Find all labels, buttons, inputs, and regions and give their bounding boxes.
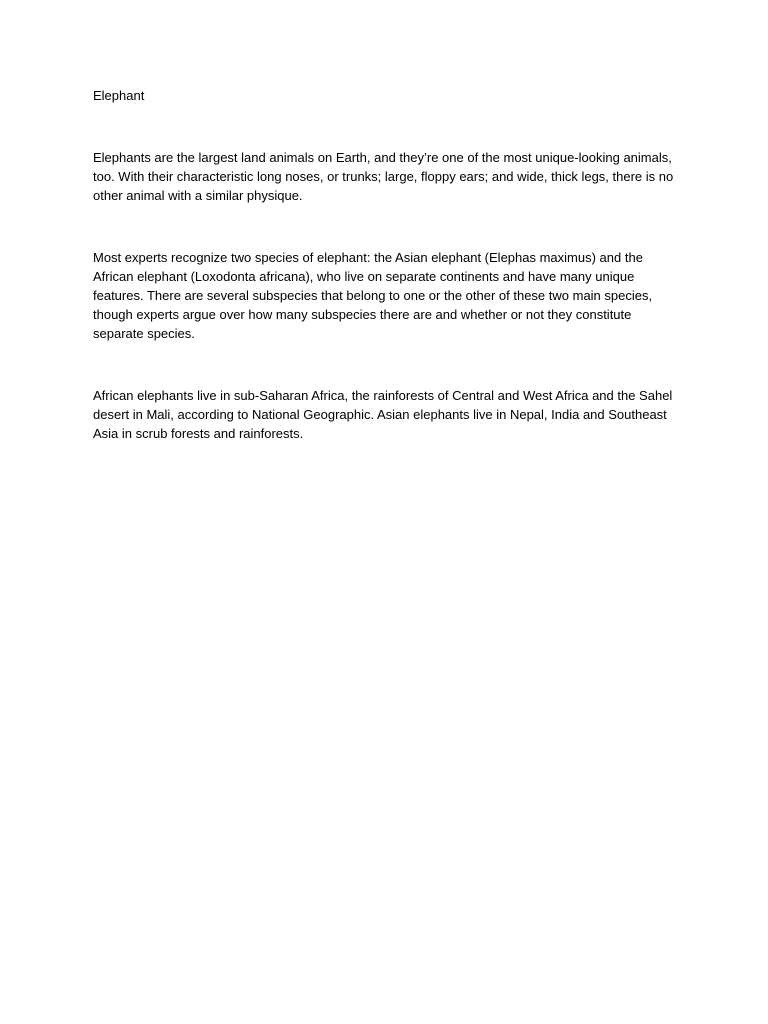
paragraph-habitat: African elephants live in sub-Saharan Africa, the rainforests of Central and West Africa and the Sahel desert in Mali, according to National Geographic. Asian elephants live in Nepal, India and Southeast Asia in scrub forests and rainforests.: [93, 388, 673, 441]
paragraph-species: Most experts recognize two species of elephant: the Asian elephant (Elephas maximus) and the African elephant (Loxodonta africana), who live on separate continents and have many unique features. There are several subspecies that belong to one or the other of these two main species, though experts argue over how many subspecies there are and whether or not they constitute separate species.: [93, 250, 653, 341]
paragraph-intro: Elephants are the largest land animals on Earth, and they’re one of the most unique-looking animals, too. With their characteristic long noses, or trunks; large, floppy ears; and wide, thick legs, there is no other animal with a similar physique.: [93, 150, 674, 203]
document-title: Elephant: [93, 88, 145, 103]
document-page: [93, 86, 683, 443]
